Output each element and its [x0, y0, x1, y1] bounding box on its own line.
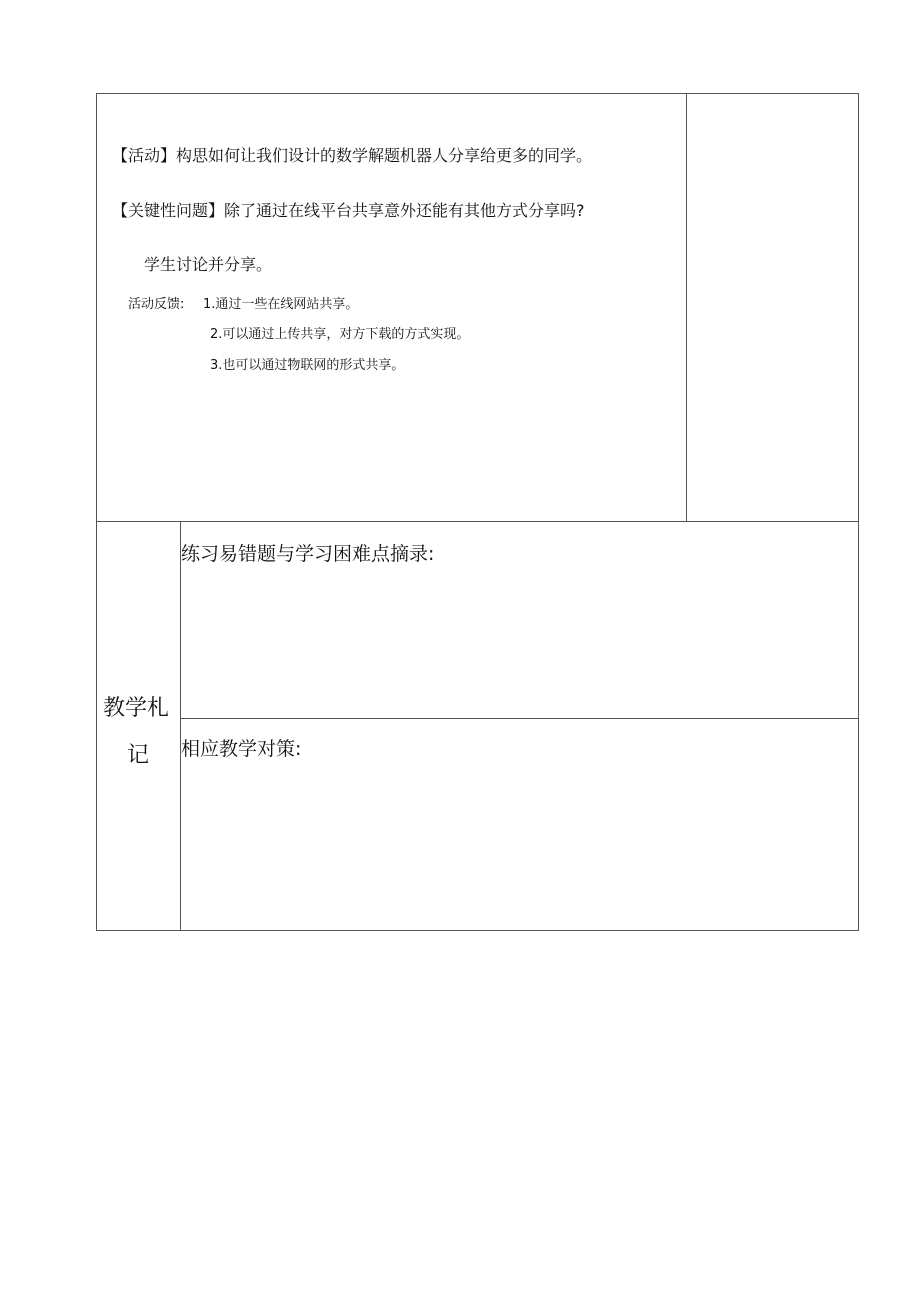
notes-label-line2: 记 — [127, 743, 150, 768]
feedback-item-1: 1.通过一些在线网站共享。 — [203, 297, 359, 312]
strategy-title: 相应教学对策: — [181, 738, 302, 760]
feedback-label: 活动反馈: — [128, 297, 185, 312]
feedback-item-2: 2.可以通过上传共享，对方下载的方式实现。 — [210, 327, 470, 342]
activity-title: 【活动】构思如何让我们设计的数学解题机器人分享给更多的同学。 — [112, 146, 593, 165]
section-divider — [96, 521, 859, 522]
key-question: 【关键性问题】除了通过在线平台共享意外还能有其他方式分享吗? — [112, 201, 585, 220]
notes-label-line1: 教学札 — [103, 696, 170, 721]
student-discussion: 学生讨论并分享。 — [144, 255, 273, 274]
label-column-divider — [180, 521, 181, 931]
feedback-item-3: 3.也可以通过物联网的形式共享。 — [210, 358, 405, 373]
right-column-divider — [686, 93, 687, 522]
notes-divider — [180, 718, 859, 719]
errors-title: 练习易错题与学习困难点摘录: — [181, 543, 435, 565]
